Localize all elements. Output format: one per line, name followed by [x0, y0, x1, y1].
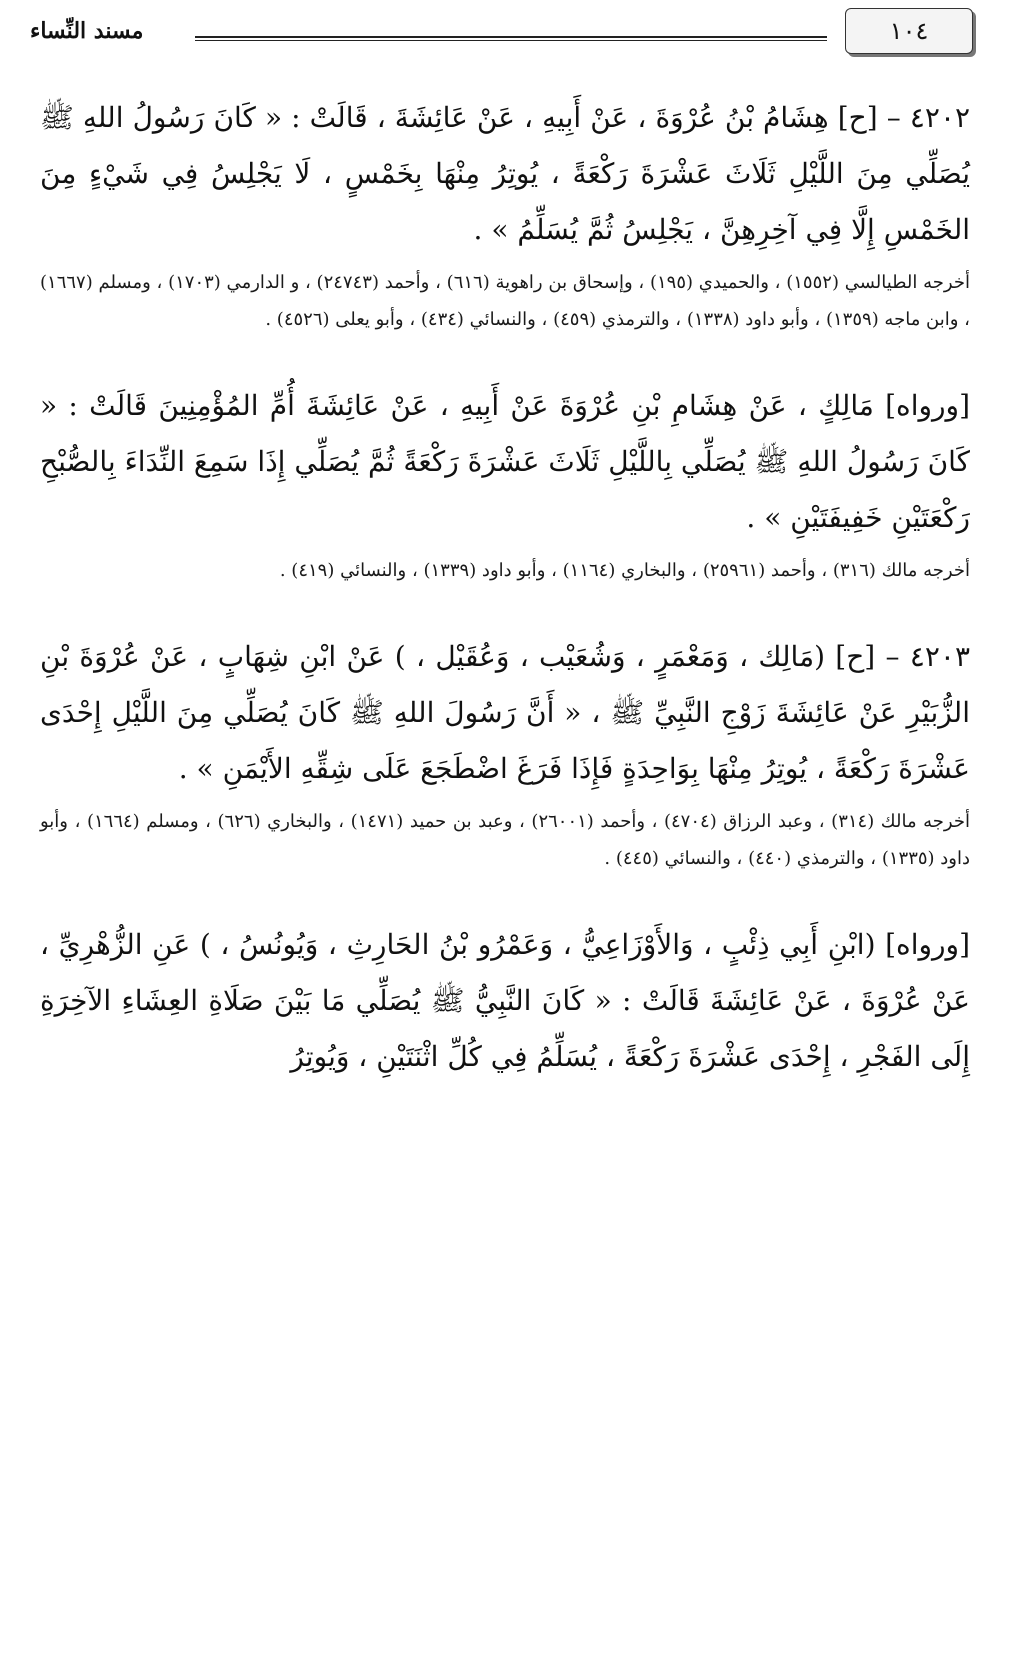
- hadith-block-4203: [40, 629, 970, 877]
- riwaya-text: [ورواه] (ابْنِ أَبِي ذِئْبٍ ، وَالأَوْزَاعِيُّ ، وَعَمْرُو بْنُ الحَارِثِ ، وَيُونُسُ ، ) عَنِ الزُّهْرِيِّ ، عَنْ عُرْوَةَ ، عَنْ عَائِشَةَ قَالَتْ : « كَانَ النَّبِيُّ ﷺ يُصَلِّي مَا بَيْنَ صَلَاةِ العِشَاءِ الآخِرَةِ إِلَى الفَجْرِ ، إِحْدَى عَشْرَةَ رَكْعَةً ، يُسَلِّمُ فِي كُلِّ اثْنَتَيْنِ ، وَيُوتِرُ: [40, 928, 970, 1073]
- hadith-body: – [ح] (مَالِك ، وَمَعْمَرٍ ، وَشُعَيْب ، وَعُقَيْل ، ) عَنْ ابْنِ شِهَابٍ ، عَنْ عُرْوَةَ بْنِ الزُّبَيْرِ عَنْ عَائِشَةَ زَوْجِ النَّبِيِّ ﷺ ، « أَنَّ رَسُولَ اللهِ ﷺ كَانَ يُصَلِّي مِنَ اللَّيْلِ إِحْدَى عَشْرَةَ رَكْعَةً ، يُوتِرُ مِنْهَا بِوَاحِدَةٍ فَإِذَا فَرَغَ اضْطَجَعَ عَلَى شِقِّهِ الأَيْمَنِ » .: [40, 640, 970, 785]
- takhrij-note: أخرجه مالك (٣١٤) ، وعبد الرزاق (٤٧٠٤) ، وأحمد (٢٦٠٠١) ، وعبد بن حميد (١٤٧١) ، والبخاري (٦٢٦) ، ومسلم (١٦٦٤) ، وأبو داود (١٣٣٥) ، والترمذي (٤٤٠) ، والنسائي (٤٤٥) .: [40, 811, 970, 869]
- takhrij-note: أخرجه الطيالسي (١٥٥٢) ، والحميدي (١٩٥) ، وإسحاق بن راهوية (٦١٦) ، وأحمد (٢٤٧٤٣) ، و الدارمي (١٧٠٣) ، ومسلم (١٦٦٧) ، وابن ماجه (١٣٥٩) ، وأبو داود (١٣٣٨) ، والترمذي (٤٥٩) ، والنسائي (٤٣٤) ، وأبو يعلى (٤٥٢٦) .: [40, 272, 970, 330]
- header-rule: [195, 36, 827, 41]
- riwaya-text: [ورواه] مَالِكٍ ، عَنْ هِشَامِ بْنِ عُرْوَةَ عَنْ أَبِيهِ ، عَنْ عَائِشَةَ أُمِّ المُؤْمِنِينَ قَالَتْ : « كَانَ رَسُولُ اللهِ ﷺ يُصَلِّي بِاللَّيْلِ ثَلَاثَ عَشْرَةَ رَكْعَةً ثُمَّ يُصَلِّي إِذَا سَمِعَ النِّدَاءَ بِالصُّبْحِ رَكْعَتَيْنِ خَفِيفَتَيْنِ » .: [40, 389, 970, 534]
- takhrij-note: أخرجه مالك (٣١٦) ، وأحمد (٢٥٩٦١) ، والبخاري (١١٦٤) ، وأبو داود (١٣٣٩) ، والنسائي (٤١٩) .: [279, 560, 970, 581]
- hadith-body: – [ح] هِشَامُ بْنُ عُرْوَةَ ، عَنْ أَبِيهِ ، عَنْ عَائِشَةَ ، قَالَتْ : « كَانَ رَسُولُ اللهِ ﷺ يُصَلِّي مِنَ اللَّيْلِ ثَلَاثَ عَشْرَةَ رَكْعَةً ، يُوتِرُ مِنْهَا بِخَمْسٍ ، لَا يَجْلِسُ فِي شَيْءٍ مِنَ الخَمْسِ إِلَّا فِي آخِرِهِنَّ ، يَجْلِسُ ثُمَّ يُسَلِّمُ » .: [40, 101, 970, 246]
- hadith-text: [40, 629, 970, 797]
- riwaya-block-zuhri: [40, 917, 970, 1085]
- running-header: [0, 8, 1010, 60]
- page-content: [40, 90, 970, 1125]
- hadith-text: [40, 90, 970, 258]
- hadith-block-4202: [40, 90, 970, 338]
- hadith-number: ٤٢٠٣: [909, 640, 970, 673]
- book-title: مسند النِّساء: [30, 18, 144, 44]
- riwaya-block-malik: [40, 378, 970, 589]
- hadith-number: ٤٢٠٢: [909, 101, 971, 134]
- page-number: ١٠٤: [845, 8, 973, 54]
